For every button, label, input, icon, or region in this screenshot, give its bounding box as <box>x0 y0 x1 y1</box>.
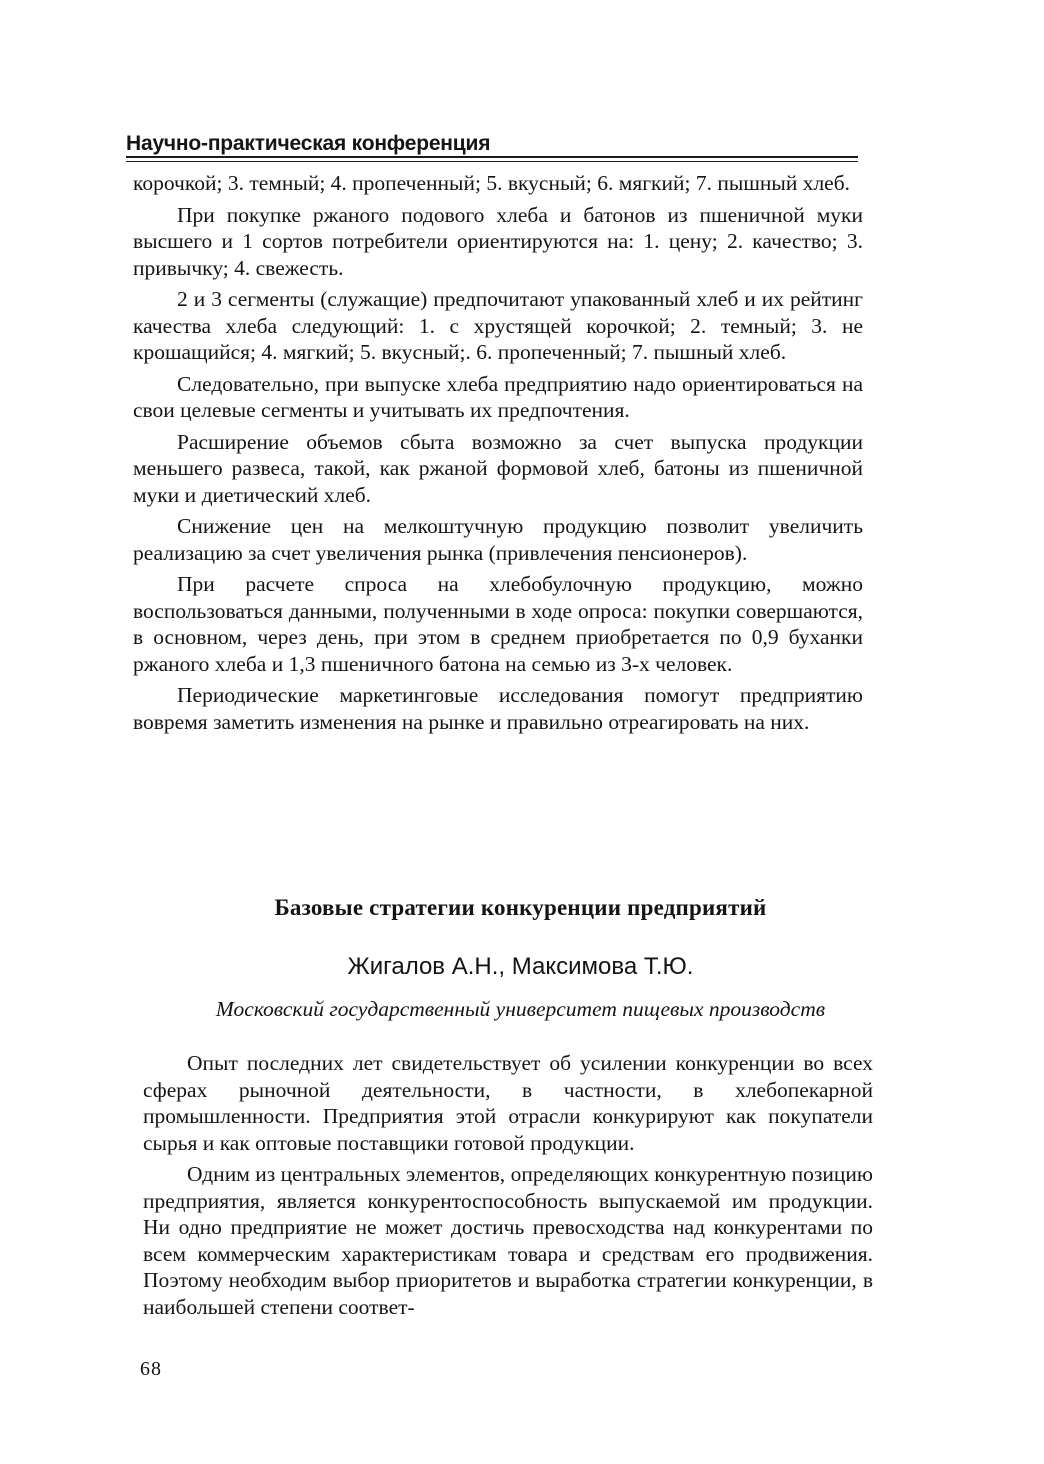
page-number: 68 <box>140 1358 162 1380</box>
header-rule-thin <box>126 161 858 162</box>
paragraph: Следовательно, при выпуске хлеба предприятию надо ориентироваться на свои целевые сегменты и учитывать их предпочтения. <box>133 371 863 422</box>
paragraph: 2 и 3 сегменты (служащие) предпочитают упакованный хлеб и их рейтинг качества хлеба следующий: 1. с хрустящей корочкой; 2. темный; 3. не крошащийся; 4. мягкий; 5. вкусный;. 6. пропеченный; 7. пышный хлеб. <box>133 287 863 364</box>
continued-article-text <box>133 170 863 740</box>
article-affiliation: Московский государственный университет пищевых производств <box>215 997 826 1021</box>
paragraph: При покупке ржаного подового хлеба и батонов из пшеничной муки высшего и 1 сортов потребители ориентируются на: 1. цену; 2. качество; 3. привычку; 4. свежесть. <box>133 202 863 280</box>
paragraph: Расширение объемов сбыта возможно за счет выпуска продукции меньшего развеса, такой, как ржаной формовой хлеб, батоны из пшеничной муки и диетический хлеб. <box>133 429 863 507</box>
paragraph: Одним из центральных элементов, определяющих конкурентную позицию предприятия, является конкурентоспособность выпускаемой им продукции. Ни одно предприятие не может достичь превосходства над конкурентами по всем коммерческим характеристикам товара и средствам его продвижения. Поэтому необходим выбор приоритетов и выработка стратегии конкуренции, в наибольшей степени соответ- <box>143 1162 873 1319</box>
article-title: Базовые стратегии конкуренции предприятий <box>274 895 767 920</box>
paragraph: При расчете спроса на хлебобулочную продукцию, можно воспользоваться данными, полученными в ходе опроса: покупки совершаются, в основном, через день, при этом в среднем приобретается по 0,9 буханки ржаного хлеба и 1,3 пшеничного батона на семью из 3-х человек. <box>133 572 863 676</box>
paragraph: Периодические маркетинговые исследования помогут предприятию вовремя заметить изменения на рынке и правильно отреагировать на них. <box>133 683 863 734</box>
article-body-text <box>143 1050 873 1325</box>
paragraph: Опыт последних лет свидетельствует об усилении конкуренции во всех сферах рыночной деятельности, в частности, в хлебопекарной промышленности. Предприятия этой отрасли конкурируют как покупатели сырья и как оптовые поставщики готовой продукции. <box>143 1051 873 1155</box>
paragraph: корочкой; 3. темный; 4. пропеченный; 5. вкусный; 6. мягкий; 7. пышный хлеб. <box>133 171 851 195</box>
running-header: Научно-практическая конференция <box>126 132 491 155</box>
article-authors: Жигалов А.Н., Максимова Т.Ю. <box>347 953 694 980</box>
header-rule <box>126 156 858 158</box>
paragraph: Снижение цен на мелкоштучную продукцию позволит увеличить реализацию за счет увеличения рынка (привлечения пенсионеров). <box>133 514 863 565</box>
